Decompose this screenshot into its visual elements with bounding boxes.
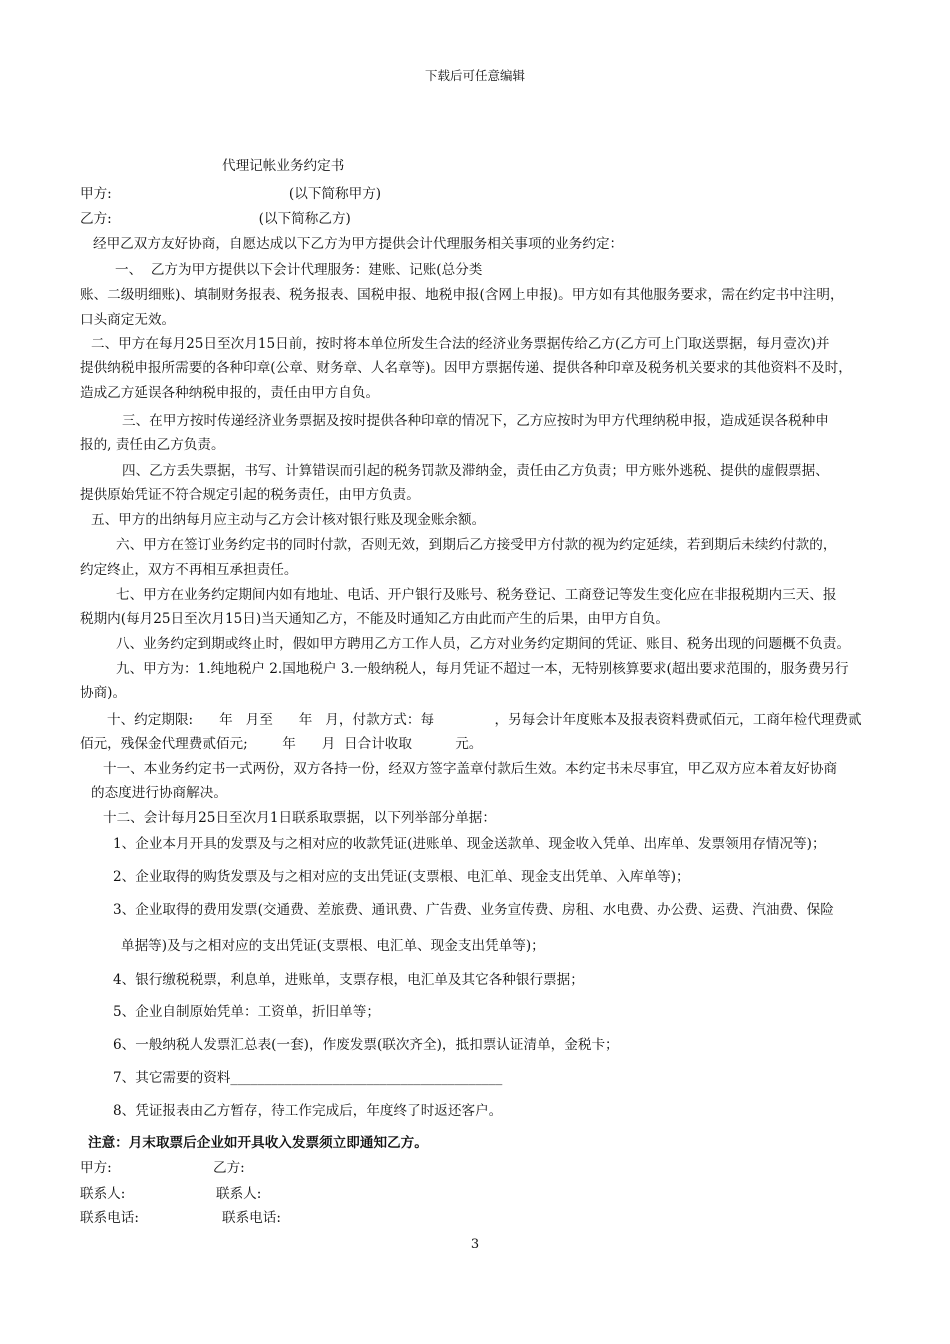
clause-1-line-3: 口头商定无效。: [80, 312, 176, 328]
clause-2-line-1: 二、甲方在每月25日至次月15日前，按时将本单位所发生合法的经济业务票据传给乙方(乙方可上门取送票据，每月壹次)并: [91, 336, 830, 352]
sign-party-b-label: 乙方:: [213, 1160, 245, 1176]
clause-1-line-2: 账、二级明细账)、填制财务报表、税务报表、国税申报、地税申报(含网上申报)。甲方如有其他服务要求，需在约定书中注明，: [80, 287, 844, 303]
clause-6-line-1: 六、甲方在签订业务约定书的同时付款，否则无效，到期后乙方接受甲方付款的视为约定延续，若到期后未续约付款的，: [116, 537, 837, 553]
list-item-3-line-2: 单据等)及与之相对应的支出凭证(支票根、电汇单、现金支出凭单等)；: [121, 938, 545, 954]
clause-2-line-2: 提供纳税申报所需要的各种印章(公章、财务章、人名章等)。因甲方票据传递、提供各种印章及税务机关要求的其他资料不及时，: [80, 360, 852, 376]
clause-7-line-1: 七、甲方在业务约定期间内如有地址、电话、开户银行及账号、税务登记、工商登记等发生变化应在非报税期内三天、报: [116, 587, 837, 603]
list-item-2: 2、企业取得的购货发票及与之相对应的支出凭证(支票根、电汇单、现金支出凭单、入库单等)；: [113, 869, 690, 885]
party-b-line: 乙方: (以下简称乙方): [80, 211, 351, 227]
clause-10-line-2: 佰元，残保金代理费贰佰元; 年 月 日合计收取 元。: [80, 736, 483, 752]
sign-party-a-phone: 联系电话:: [80, 1210, 139, 1226]
clause-3-line-2: 报的, 责任由乙方负责。: [80, 437, 225, 453]
clause-3-line-1: 三、在甲方按时传递经济业务票据及按时提供各种印章的情况下，乙方应按时为甲方代理纳税申报，造成延误各税种申: [122, 413, 829, 429]
clause-7-line-2: 税期内(每月25日至次月15日)当天通知乙方，不能及时通知乙方由此而产生的后果，由甲方自负。: [80, 611, 669, 627]
intro-paragraph: 经甲乙双方友好协商，自愿达成以下乙方为甲方提供会计代理服务相关事项的业务约定：: [93, 236, 624, 252]
page-header: 下载后可任意编辑: [424, 68, 525, 83]
sign-party-b-contact: 联系人:: [216, 1186, 262, 1202]
clause-6-line-2: 约定终止，双方不再相互承担责任。: [80, 562, 298, 578]
clause-5-line-1: 五、甲方的出纳每月应主动与乙方会计核对银行账及现金账余额。: [91, 512, 486, 528]
clause-9-line-1: 九、甲方为：1.纯地税户 2.国地税户 3.一般纳税人，每月凭证不超过一本，无特别核算要求(超出要求范围的，服务费另行: [116, 661, 849, 677]
notice-text: 注意：月末取票后企业如开具收入发票须立即通知乙方。: [88, 1135, 428, 1151]
list-item-7: 7、其它需要的资料________________________________________: [113, 1070, 503, 1086]
list-item-1: 1、企业本月开具的发票及与之相对应的收款凭证(进账单、现金送款单、现金收入凭单、出库单、发票领用存情况等)；: [113, 836, 826, 852]
list-item-3-line-1: 3、企业取得的费用发票(交通费、差旅费、通讯费、广告费、业务宣传费、房租、水电费、办公费、运费、汽油费、保险: [113, 902, 834, 918]
sign-party-a-contact: 联系人:: [80, 1186, 126, 1202]
clause-4-line-1: 四、乙方丢失票据，书写、计算错误而引起的税务罚款及滞纳金，责任由乙方负责；甲方账外逃税、提供的虚假票据、: [122, 463, 829, 479]
clause-11-line-1: 十一、本业务约定书一式两份，双方各持一份，经双方签字盖章付款后生效。本约定书未尽事宜，甲乙双方应本着友好协商: [103, 761, 838, 777]
list-item-5: 5、企业自制原始凭单：工资单，折旧单等；: [113, 1004, 380, 1020]
clause-11-line-2: 的态度进行协商解决。: [91, 785, 227, 801]
page-number: 3: [470, 1237, 480, 1252]
sign-party-a-label: 甲方:: [80, 1160, 112, 1176]
clause-1-line-1: 一、 乙方为甲方提供以下会计代理服务：建账、记账(总分类: [115, 262, 483, 278]
list-item-8: 8、凭证报表由乙方暂存，待工作完成后，年度终了时返还客户。: [113, 1103, 503, 1119]
party-a-line: 甲方: (以下简称甲方): [80, 186, 382, 202]
clause-9-line-2: 协商)。: [80, 685, 127, 701]
document-title: 代理记帐业务约定书: [222, 158, 345, 174]
list-item-6: 6、一般纳税人发票汇总表(一套)，作废发票(联次齐全)，抵扣票认证清单，金税卡；: [113, 1037, 619, 1053]
sign-party-b-phone: 联系电话:: [222, 1210, 281, 1226]
clause-4-line-2: 提供原始凭证不符合规定引起的税务责任，由甲方负责。: [80, 487, 420, 503]
clause-8-line-1: 八、业务约定到期或终止时，假如甲方聘用乙方工作人员，乙方对业务约定期间的凭证、账目、税务出现的问题概不负责。: [116, 636, 851, 652]
clause-2-line-3: 造成乙方延误各种纳税申报的，责任由甲方自负。: [80, 385, 380, 401]
list-item-4: 4、银行缴税税票，利息单，进账单，支票存根，电汇单及其它各种银行票据；: [113, 972, 584, 988]
clause-10-line-1: 十、约定期限: 年 月至 年 月，付款方式：每 ，另每会计年度账本及报表资料费贰佰元，工商年检代理费贰: [107, 712, 862, 728]
clause-12-line-1: 十二、会计每月25日至次月1日联系取票据，以下列举部分单据：: [103, 810, 496, 826]
